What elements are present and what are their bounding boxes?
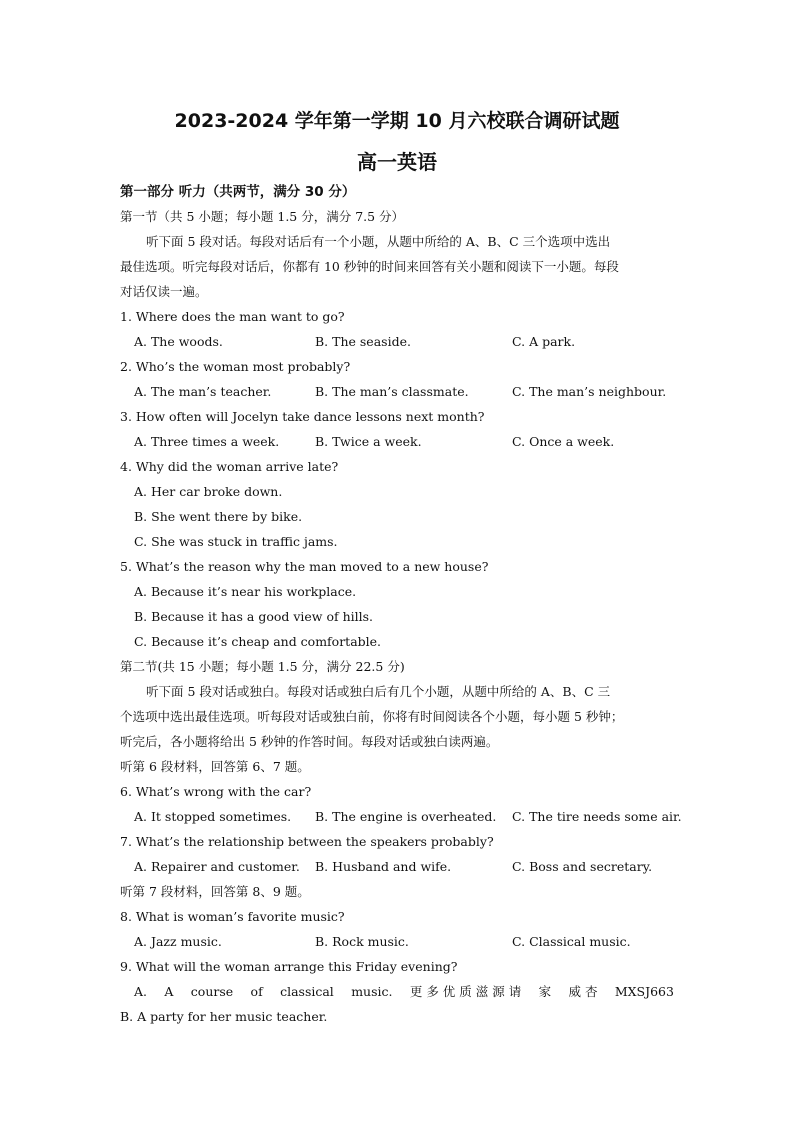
option-a-part: classical [280, 984, 334, 999]
exam-title: 2023-2024 学年第一学期 10 月六校联合调研试题 [174, 110, 620, 132]
question-stem: 9. What will the woman arrange this Friday evening? [120, 959, 458, 974]
option-a-part: of [250, 984, 263, 999]
question-stem: 5. What’s the reason why the man moved to a new house? [120, 559, 489, 574]
section1-heading: 第一节（共 5 小题；每小题 1.5 分，满分 7.5 分） [120, 209, 405, 224]
section1-instruction-line: 最佳选项。听完每段对话后，你都有 10 秒钟的时间来回答有关小题和阅读下一小题。每段 [120, 259, 619, 274]
option-a: A. Because it’s near his workplace. [134, 584, 357, 599]
material-note: 听第 7 段材料，回答第 8、9 题。 [120, 884, 310, 899]
option-a-part: A [164, 984, 174, 999]
option-b: B. She went there by bike. [134, 509, 303, 524]
question-stem: 2. Who’s the woman most probably? [120, 359, 351, 374]
question-stem: 7. What’s the relationship between the speakers probably? [120, 834, 494, 849]
option-c: C. Boss and secretary. [512, 859, 653, 874]
part1-heading: 第一部分 听力（共两节，满分 30 分） [120, 184, 356, 200]
option-c: C. A park. [512, 334, 576, 349]
option-a: A. Jazz music. [134, 934, 222, 949]
section1-instruction-line: 对话仅读一遍。 [120, 284, 208, 299]
option-c: C. Once a week. [512, 434, 615, 449]
question-stem: 8. What is woman’s favorite music? [120, 909, 345, 924]
option-a-part: MXSJ663 [614, 984, 674, 999]
option-b: B. The man’s classmate. [315, 384, 469, 399]
option-a: A. Her car broke down. [134, 484, 283, 499]
option-a: A. Three times a week. [134, 434, 280, 449]
option-b: B. Rock music. [315, 934, 409, 949]
option-c: C. The tire needs some air. [512, 809, 682, 824]
section2-heading: 第二节(共 15 小题；每小题 1.5 分，满分 22.5 分) [120, 659, 405, 674]
question-stem: 6. What’s wrong with the car? [120, 784, 312, 799]
section2-instruction-line: 个选项中选出最佳选项。听每段对话或独白前，你将有时间阅读各个小题，每小题 5 秒钟； [120, 709, 624, 724]
option-c: C. Because it’s cheap and comfortable. [134, 634, 382, 649]
option-a-part: course [190, 984, 234, 999]
option-a-part: A. [134, 984, 148, 999]
question-stem: 3. How often will Jocelyn take dance lessons next month? [120, 409, 485, 424]
option-a-justified-line [134, 984, 674, 1000]
section1-instruction-line: 听下面 5 段对话。每段对话后有一个小题，从题中所给的 A、B、C 三个选项中选出 [146, 234, 611, 249]
question-stem: 4. Why did the woman arrive late? [120, 459, 339, 474]
option-a-part: 家 [538, 984, 552, 999]
option-a: A. Repairer and customer. [134, 859, 300, 874]
option-b: B. A party for her music teacher. [120, 1009, 328, 1024]
option-b: B. Husband and wife. [315, 859, 452, 874]
material-note: 听第 6 段材料，回答第 6、7 题。 [120, 759, 310, 774]
option-b: B. The seaside. [315, 334, 411, 349]
option-c: C. She was stuck in traffic jams. [134, 534, 338, 549]
option-b: B. Because it has a good view of hills. [134, 609, 374, 624]
option-a: A. The woods. [134, 334, 223, 349]
option-a: A. It stopped sometimes. [134, 809, 292, 824]
section2-instruction-line: 听下面 5 段对话或独白。每段对话或独白后有几个小题，从题中所给的 A、B、C 三 [146, 684, 611, 699]
option-b: B. Twice a week. [315, 434, 422, 449]
option-c: C. The man’s neighbour. [512, 384, 667, 399]
option-b: B. The engine is overheated. [315, 809, 497, 824]
option-a-part: 威 杏 [568, 984, 598, 999]
exam-subject: 高一英语 [357, 150, 437, 174]
option-c: C. Classical music. [512, 934, 631, 949]
question-stem: 1. Where does the man want to go? [120, 309, 345, 324]
section2-instruction-line: 听完后，各小题将给出 5 秒钟的作答时间。每段对话或独白读两遍。 [120, 734, 499, 749]
option-a: A. The man’s teacher. [134, 384, 272, 399]
option-a-part: 更 多 优 质 滋 源 请 [409, 984, 522, 999]
option-a-part: music. [351, 984, 393, 999]
